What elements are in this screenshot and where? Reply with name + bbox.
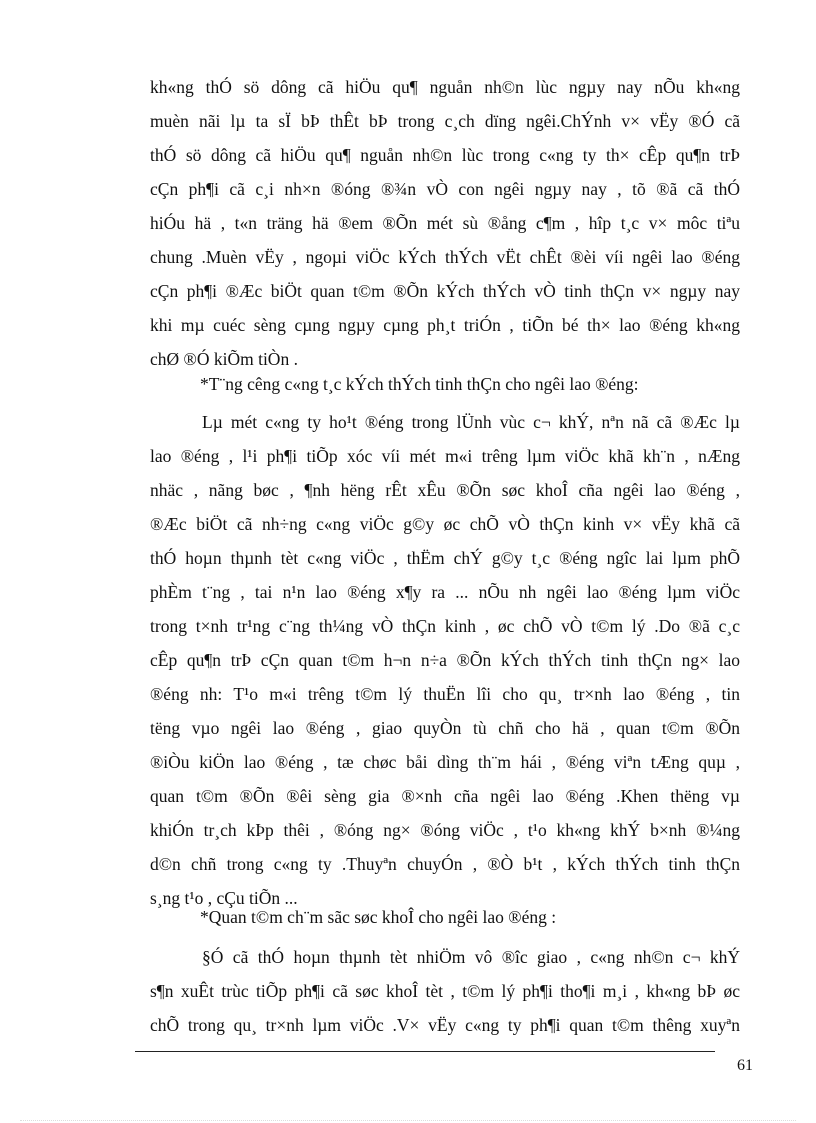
heading-text: *Quan t©m ch¨m sãc søc khoÎ cho ngêi lao ®éng :: [200, 907, 557, 927]
paragraph-2: [150, 405, 740, 915]
paragraph-1: [150, 70, 740, 376]
text-line: phÈm t¨ng , tai n¹n lao ®éng x¶y ra ... nÕu nh ngêi lao ®éng lµm viÖc: [150, 582, 740, 602]
text-line: quan t©m ®Õn ®êi sèng gia ®×nh cña ngêi lao ®éng .Khen thëng vµ: [150, 786, 740, 806]
text-line: d©n chñ trong c«ng ty .Thuyªn chuyÓn , ®Ò b¹t , kÝch thÝch tinh thÇn: [150, 854, 740, 874]
text-line: muèn nãi lµ ta sÏ bÞ thÊt bÞ trong c¸ch dïng ngêi.ChÝnh v× vËy ®Ó cã: [150, 111, 740, 131]
text-line: §Ó cã thÓ hoµn thµnh tèt nhiÖm vô ®îc giao , c«ng nh©n c¬ khÝ: [202, 947, 740, 967]
text-line: cÇn ph¶i cã c¸i nh×n ®óng ®¾n vÒ con ngêi ngµy nay , tõ ®ã cã thÓ: [150, 179, 740, 199]
text-line: chung .Muèn vËy , ngoµi viÖc kÝch thÝch vËt chÊt ®èi víi ngêi lao ®éng: [150, 247, 740, 267]
text-line: hiÓu hä , t«n träng hä ®em ®Õn mét sù ®ång c¶m , hîp t¸c v× môc tiªu: [150, 213, 740, 233]
text-line: thÓ hoµn thµnh tèt c«ng viÖc , thËm chÝ g©y t¸c ®éng ngîc lai lµm phÕ: [150, 548, 740, 568]
text-line: s¸ng t¹o , cÇu tiÕn ...: [150, 888, 298, 908]
text-line: nhäc , nãng bøc , ¶nh hëng rÊt xÊu ®Õn søc khoÎ cña ngêi lao ®éng ,: [150, 480, 740, 500]
text-line: ®éng nh: T¹o m«i trêng t©m lý thuËn lîi cho qu¸ tr×nh lao ®éng , tin: [150, 684, 740, 704]
text-line: cÊp qu¶n trÞ cÇn quan t©m h¬n n÷a ®Õn kÝch thÝch tinh thÇn ng× lao: [150, 650, 740, 670]
text-line: thÓ sö dông cã hiÖu qu¶ nguån nh©n lùc trong c«ng ty th× cÊp qu¶n trÞ: [150, 145, 740, 165]
heading-text: *T¨ng cêng c«ng t¸c kÝch thÝch tinh thÇn cho ngêi lao ®éng:: [200, 374, 639, 394]
text-line: ®iÒu kiÖn lao ®éng , tæ chøc båi dìng th¨m hái , ®éng viªn tÆng quµ ,: [150, 752, 740, 772]
section-heading-2: [200, 900, 740, 934]
text-line: ®Æc biÖt cã nh÷ng c«ng viÖc g©y øc chÕ vÒ thÇn kinh v× vËy khã cã: [150, 514, 740, 534]
text-line: Lµ mét c«ng ty ho¹t ®éng trong lÜnh vùc c¬ khÝ, nªn nã cã ®Æc lµ: [202, 412, 740, 432]
footer-divider: [135, 1051, 715, 1052]
page-number: 61: [737, 1057, 753, 1074]
paragraph-3: [150, 940, 740, 1042]
text-line: cÇn ph¶i ®Æc biÖt quan t©m ®Õn kÝch thÝch vÒ tinh thÇn v× ngµy nay: [150, 281, 740, 301]
page-edge: [20, 1120, 796, 1121]
text-line: khi mµ cuéc sèng cµng ngµy cµng ph¸t triÓn , tiÕn bé th× lao ®éng kh«ng: [150, 315, 740, 335]
text-line: chØ ®Ó kiÕm tiÒn .: [150, 349, 298, 369]
text-line: s¶n xuÊt trùc tiÕp ph¶i cã søc khoÎ tèt , t©m lý ph¶i tho¶i m¸i , kh«ng bÞ øc: [150, 981, 740, 1001]
text-line: tëng vµo ngêi lao ®éng , giao quyÒn tù chñ cho hä , quan t©m ®Õn: [150, 718, 740, 738]
section-heading-1: [200, 367, 740, 401]
text-line: khiÓn tr¸ch kÞp thêi , ®óng ng× ®óng viÖc , t¹o kh«ng khÝ b×nh ®¼ng: [150, 820, 740, 840]
text-line: chÕ trong qu¸ tr×nh lµm viÖc .V× vËy c«ng ty ph¶i quan t©m thêng xuyªn: [150, 1015, 740, 1035]
text-line: lao ®éng , l¹i ph¶i tiÕp xóc víi mét m«i trêng lµm viÖc khã kh¨n , nÆng: [150, 446, 740, 466]
text-line: kh«ng thÓ sö dông cã hiÖu qu¶ nguån nh©n lùc ngµy nay nÕu kh«ng: [150, 77, 740, 97]
text-line: trong t×nh tr¹ng c¨ng th¼ng vÒ thÇn kinh , øc chÕ vÒ t©m lý .Do ®ã c¸c: [150, 616, 740, 636]
